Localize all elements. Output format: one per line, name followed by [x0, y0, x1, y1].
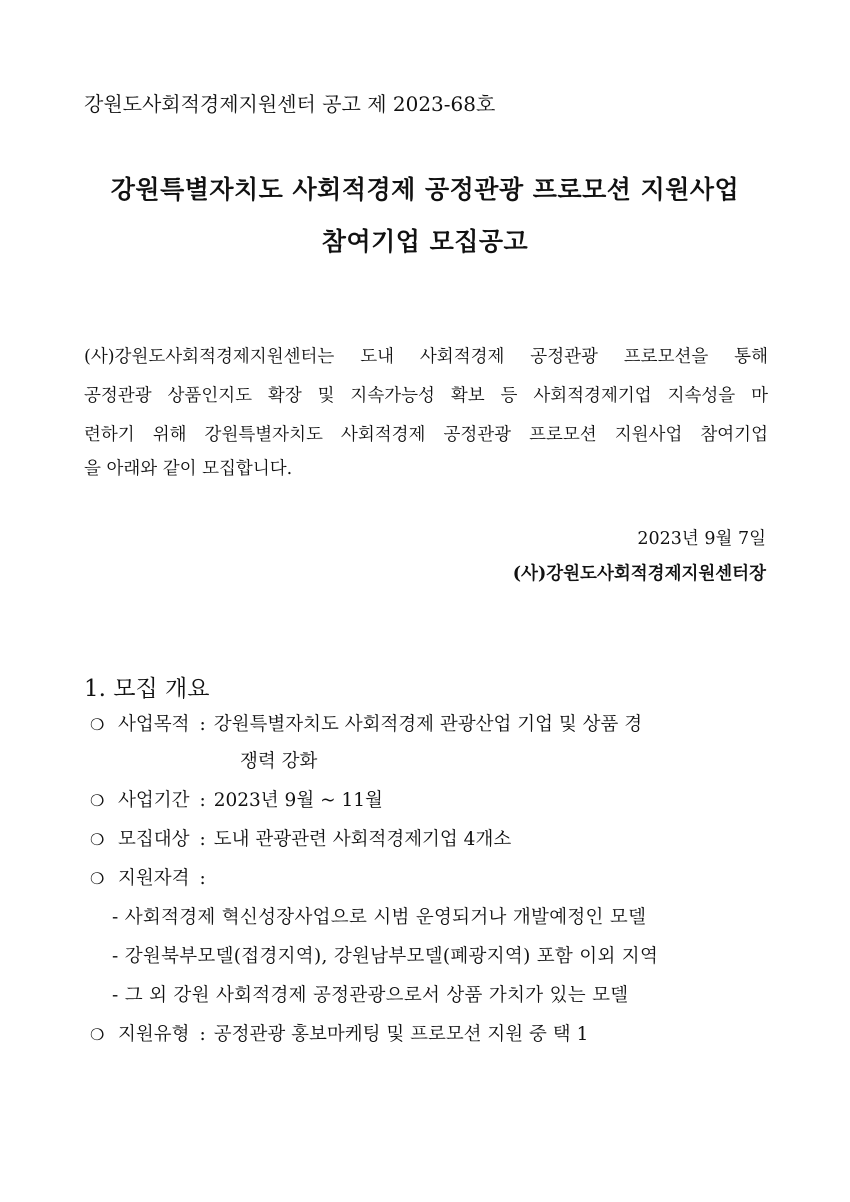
item-value: 2023년 9월 ~ 11월	[213, 790, 383, 811]
item-value: 도내 관광관련 사회적경제기업 4개소	[213, 829, 512, 850]
overview-item-period	[90, 786, 383, 812]
item-value-continuation: 쟁력 강화	[240, 751, 318, 772]
colon-separator: :	[199, 1024, 206, 1045]
circle-bullet-icon: ❍	[90, 1025, 105, 1044]
colon-separator: :	[199, 868, 206, 889]
item-label: 사업기간	[118, 790, 190, 811]
notice-number: 강원도사회적경제지원센터 공고 제 2023-68호	[84, 92, 496, 116]
item-value: 강원특별자치도 사회적경제 관광산업 기업 및 상품 경	[213, 714, 643, 735]
item-label: 사업목적	[118, 714, 190, 735]
colon-separator: :	[199, 790, 206, 811]
item-label: 지원유형	[118, 1024, 190, 1045]
item-label: 지원자격	[118, 868, 190, 889]
qualification-item: - 그 외 강원 사회적경제 공정관광으로서 상품 가치가 있는 모델	[112, 985, 629, 1006]
item-value: 공정관광 홍보마케팅 및 프로모션 지원 중 택 1	[213, 1024, 589, 1045]
item-label: 모집대상	[118, 829, 190, 850]
qualification-item: - 강원북부모델(접경지역), 강원남부모델(폐광지역) 포함 이외 지역	[112, 946, 659, 967]
circle-bullet-icon: ❍	[90, 869, 105, 888]
intro-paragraph-line: 공정관광 상품인지도 확장 및 지속가능성 확보 등 사회적경제기업 지속성을 마	[84, 386, 768, 406]
circle-bullet-icon: ❍	[90, 830, 105, 849]
intro-paragraph-line: 을 아래와 같이 모집합니다.	[84, 459, 293, 479]
announcement-date: 2023년 9월 7일	[637, 529, 766, 549]
overview-item-support-type	[90, 1020, 588, 1046]
circle-bullet-icon: ❍	[90, 791, 105, 810]
signer-name: (사)강원도사회적경제지원센터장	[512, 564, 766, 584]
intro-paragraph-line: (사)강원도사회적경제지원센터는 도내 사회적경제 공정관광 프로모션을 통해	[84, 347, 768, 367]
circle-bullet-icon: ❍	[90, 715, 105, 734]
qualification-item: - 사회적경제 혁신성장사업으로 시범 운영되거나 개발예정인 모델	[112, 907, 647, 928]
document-title-line-2: 참여기업 모집공고	[321, 227, 529, 256]
colon-separator: :	[199, 829, 206, 850]
document-title-line-1: 강원특별자치도 사회적경제 공정관광 프로모션 지원사업	[110, 175, 740, 204]
section-heading: 1. 모집 개요	[84, 676, 210, 702]
intro-paragraph-line: 련하기 위해 강원특별자치도 사회적경제 공정관광 프로모션 지원사업 참여기업	[84, 425, 768, 445]
overview-item-qualification	[90, 864, 214, 890]
overview-item-purpose	[90, 710, 642, 736]
colon-separator: :	[199, 714, 206, 735]
overview-item-target	[90, 825, 511, 851]
